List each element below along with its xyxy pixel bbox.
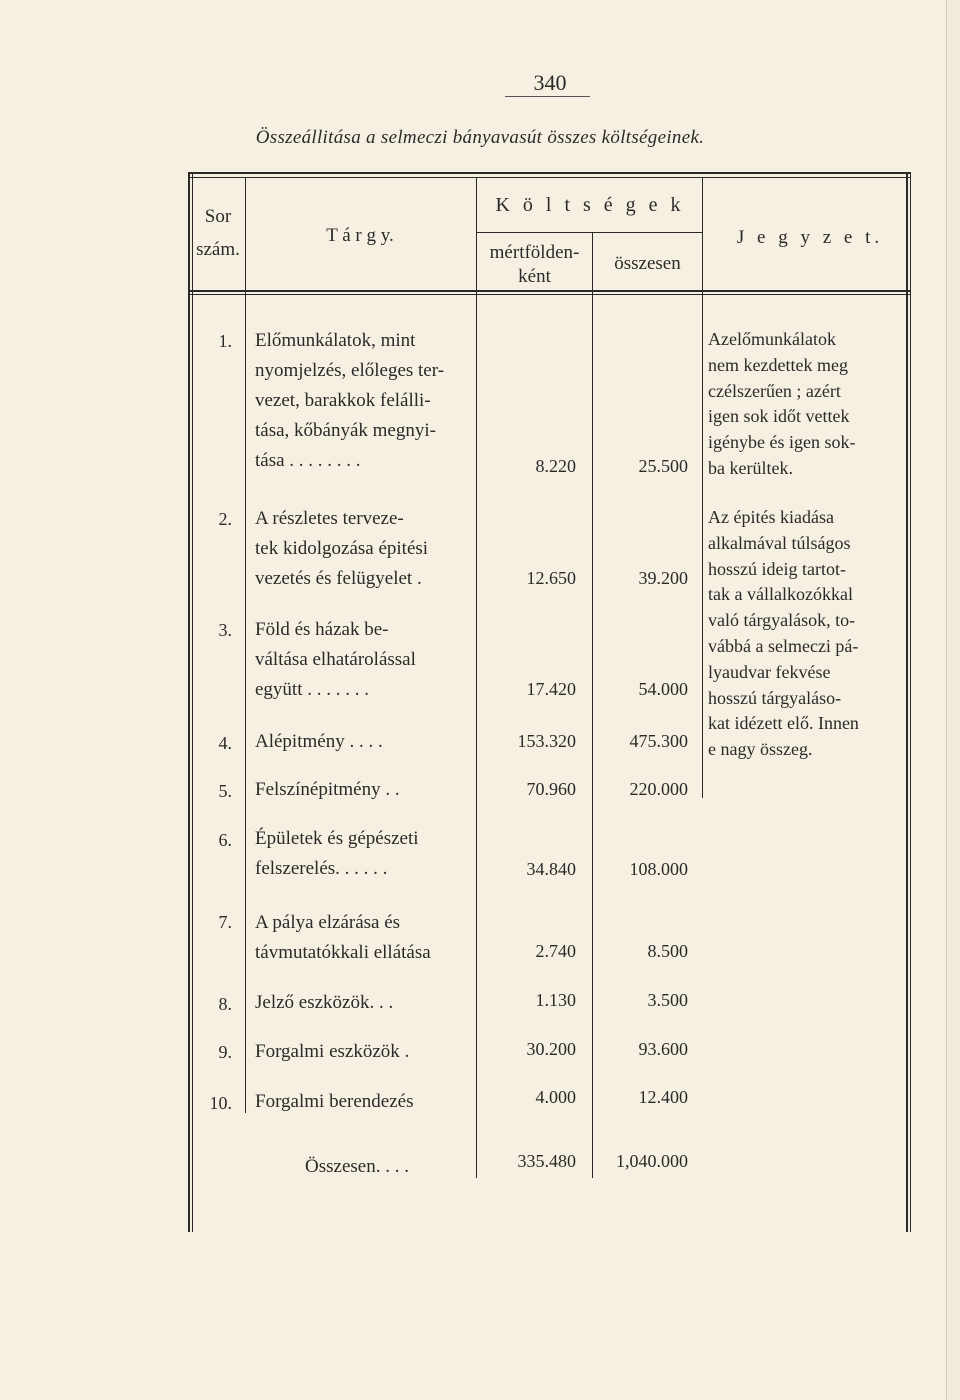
document-title: Összeállitása a selmeczi bányavasút összes költségeinek. [255,127,705,148]
per-mile-cost: 70.960 [526,779,576,799]
per-mile-cost: 8.220 [535,456,576,476]
note-line: tak a vállalkozókkal [708,584,853,605]
subject-line: nyomjelzés, előleges ter- [255,360,445,381]
total-cost: 3.500 [647,990,688,1010]
note-line: igénybe és igen sok- [708,432,856,453]
row-subject [255,615,475,705]
header-mertfoldenkent-1: mértfölden- [489,242,580,263]
row-subject [255,988,475,1018]
row-subject [255,824,475,884]
total-cost: 475.300 [629,731,688,751]
row-subject [255,775,475,805]
total-cost: 8.500 [647,941,688,961]
subject-line: felszerelés. . . . . . [255,858,388,879]
row-number: 1. [218,331,232,351]
row-number: 9. [218,1042,232,1062]
row-number: 8. [218,994,232,1014]
per-mile-cost: 34.840 [526,859,576,879]
subject-line: tása . . . . . . . . [255,450,361,471]
total-per-mile: 335.480 [517,1151,576,1171]
total-label: Összesen. . . . [305,1156,409,1177]
total-cost: 39.200 [638,568,688,588]
row-number: 3. [218,620,232,640]
page-number: 340 [533,70,567,95]
per-mile-cost: 153.320 [517,731,576,751]
subject-line: A pálya elzárása és [255,912,401,933]
total-cost: 108.000 [629,859,688,879]
subject-line: Forgalmi berendezés [255,1091,414,1112]
note-line: lyaudvar fekvése [708,661,831,682]
header-koltsegek: K ö l t s é g e k [495,194,685,216]
per-mile-cost: 30.200 [526,1039,576,1059]
total-cost: 93.600 [638,1039,688,1059]
per-mile-cost: 17.420 [526,679,576,699]
note-second [708,505,902,763]
row-subject [255,908,475,968]
row-number: 10. [209,1093,232,1113]
row-number: 6. [218,830,232,850]
header-targy: T á r g y. [326,225,394,246]
grand-total: 1,040.000 [616,1151,688,1171]
note-line: hosszú tárgyaláso- [708,687,842,708]
subject-line: Jelző eszközök. . . [255,992,394,1013]
header-osszesen: összesen [614,253,681,274]
note-line: e nagy összeg. [708,739,813,760]
total-cost: 54.000 [638,679,688,699]
header-szam: szám. [196,239,240,260]
subject-line: tása, kőbányák megnyi- [255,420,436,441]
note-line: ba kerültek. [708,457,793,478]
per-mile-cost: 1.130 [535,990,576,1010]
total-cost: 12.400 [638,1087,688,1107]
row-number: 4. [218,733,232,753]
subject-line: Alépitmény . . . . [255,731,383,752]
note-line: vábbá a selmeczi pá- [708,635,859,656]
subject-line: Föld és házak be- [255,619,389,640]
subject-line: együtt . . . . . . . [255,679,369,700]
per-mile-cost: 2.740 [535,941,576,961]
total-cost: 25.500 [638,456,688,476]
subject-line: Felszínépitmény . . [255,779,400,800]
row-subject [255,727,475,757]
row-number: 7. [218,912,232,932]
row-number: 5. [218,781,232,801]
per-mile-cost: 4.000 [535,1087,576,1107]
row-subject [255,1037,475,1067]
subject-line: Forgalmi eszközök . [255,1041,410,1062]
note-first [708,327,902,482]
page-number-rule [505,96,590,97]
note-line: alkalmával túlságos [708,532,851,553]
subject-line: Előmunkálatok, mint [255,330,416,351]
header-jegyzet: J e g y z e t. [736,227,884,248]
subject-line: váltása elhatárolással [255,649,416,670]
header-mertfoldenkent-2: ként [518,266,551,287]
subject-line: távmutatókkali ellátása [255,942,431,963]
note-line: Azelőmunkálatok [708,329,836,349]
subject-line: vezet, barakkok felálli- [255,390,431,411]
row-subject [255,326,475,476]
note-line: igen sok időt vettek [708,406,850,427]
row-number: 2. [218,509,232,529]
note-line: való tárgyalások, to- [708,610,856,631]
subject-line: A részletes terveze- [255,508,404,529]
note-line: Az épités kiadása [708,507,834,527]
per-mile-cost: 12.650 [526,568,576,588]
subject-line: vezetés és felügyelet . [255,568,422,589]
row-subject [255,504,475,594]
note-line: kat idézett elő. Innen [708,713,859,734]
note-line: hosszú ideig tartot- [708,558,846,579]
row-subject [255,1087,475,1117]
subject-line: tek kidolgozása épitési [255,538,429,559]
note-line: nem kezdettek meg [708,354,848,375]
note-line: czélszerűen ; azért [708,380,841,401]
header-sor: Sor [204,206,232,227]
total-cost: 220.000 [629,779,688,799]
subject-line: Épületek és gépészeti [255,828,419,849]
